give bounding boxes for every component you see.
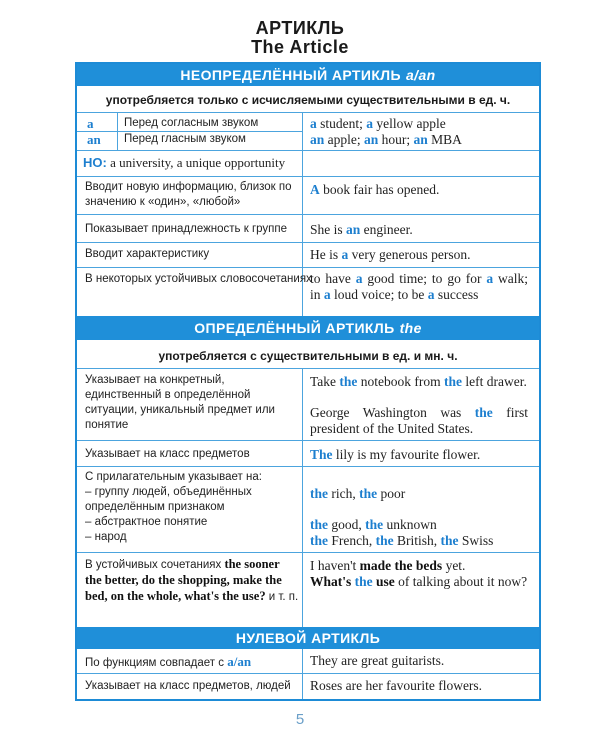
zero-row2-right: Roses are her favourite flowers.	[310, 678, 483, 693]
def-row4-right-2: What's the use of talking about it now?	[310, 574, 528, 589]
form-a-example: a student; a yellow apple	[310, 116, 446, 131]
definite-usage: употребляется с существительными в ед. и мн. ч.	[77, 344, 539, 368]
article-table	[75, 62, 541, 701]
zero-header-label: НУЛЕВОЙ АРТИКЛЬ	[235, 630, 381, 646]
def-row1-right-1: Take the notebook from the left drawer.	[310, 374, 527, 389]
def-row3-right-3: the French, the British, the Swiss	[310, 533, 494, 548]
definite-header-article: the	[399, 320, 422, 336]
page-title	[0, 19, 600, 57]
zero-row2-left: Указывает на класс предметов, людей	[85, 680, 291, 692]
indef-row3-left: Вводит характеристику	[85, 248, 210, 260]
indef-row1-right: A book fair has opened.	[310, 182, 440, 197]
form-a: a	[87, 116, 94, 131]
indefinite-usage: употребляется только с исчисляемыми существительными в ед. ч.	[77, 88, 539, 112]
indef-row4-right: to have a good time; to go for a walk; in a loud voice; to be a success	[310, 271, 528, 302]
indef-row4-left: В некоторых устойчивых словосочетаниях	[85, 273, 312, 285]
indef-row1-left: Вводит новую информацию, близок по значению к «один», «любой»	[85, 181, 292, 208]
form-an-example: an apple; an hour; an MBA	[310, 132, 462, 147]
def-row1-right-2: George Washington was the first president of the United States.	[310, 405, 528, 436]
title-ru: АРТИКЛЬ	[255, 18, 345, 38]
def-row1-left: Указывает на конкретный, единственный в определённой ситуации, уникальный предмет или понятие	[85, 374, 275, 431]
def-row4-left: В устойчивых сочетаниях the sooner the better, do the shopping, make the bed, on the whole, what's the use? и т. п.	[85, 557, 299, 603]
definite-header-label: ОПРЕДЕЛЁННЫЙ АРТИКЛЬ	[194, 320, 395, 336]
indefinite-header	[77, 64, 539, 86]
page-number: 5	[295, 711, 305, 728]
def-row3-left: С прилагательным указывает на: – группу людей, объединённых определённым признаком – абстрактное понятие – народ	[85, 471, 262, 543]
indef-row2-right: She is an engineer.	[310, 222, 413, 237]
title-en: The Article	[251, 37, 349, 57]
definite-header	[77, 316, 539, 340]
indefinite-header-label: НЕОПРЕДЕЛЁННЫЙ АРТИКЛЬ	[180, 67, 401, 83]
zero-row1-left: По функциям совпадает с a/an	[85, 654, 252, 669]
def-row4-right-1: I haven't made the beds yet.	[310, 558, 466, 573]
indef-row3-right: He is a very generous person.	[310, 247, 471, 262]
indefinite-note: НО: a university, a unique opportunity	[83, 155, 286, 170]
indefinite-header-article: a/an	[405, 67, 436, 83]
form-an: an	[87, 132, 101, 147]
zero-row1-right: They are great guitarists.	[310, 653, 445, 668]
form-an-rule: Перед гласным звуком	[124, 133, 246, 145]
zero-header	[77, 627, 539, 649]
indef-row2-left: Показывает принадлежность к группе	[85, 223, 288, 235]
def-row3-right-1: the rich, the poor	[310, 486, 406, 501]
def-row2-left: Указывает на класс предметов	[85, 448, 250, 460]
form-a-rule: Перед согласным звуком	[124, 117, 259, 129]
def-row2-right: The lily is my favourite flower.	[310, 447, 481, 462]
def-row3-right-2: the good, the unknown	[310, 517, 437, 532]
